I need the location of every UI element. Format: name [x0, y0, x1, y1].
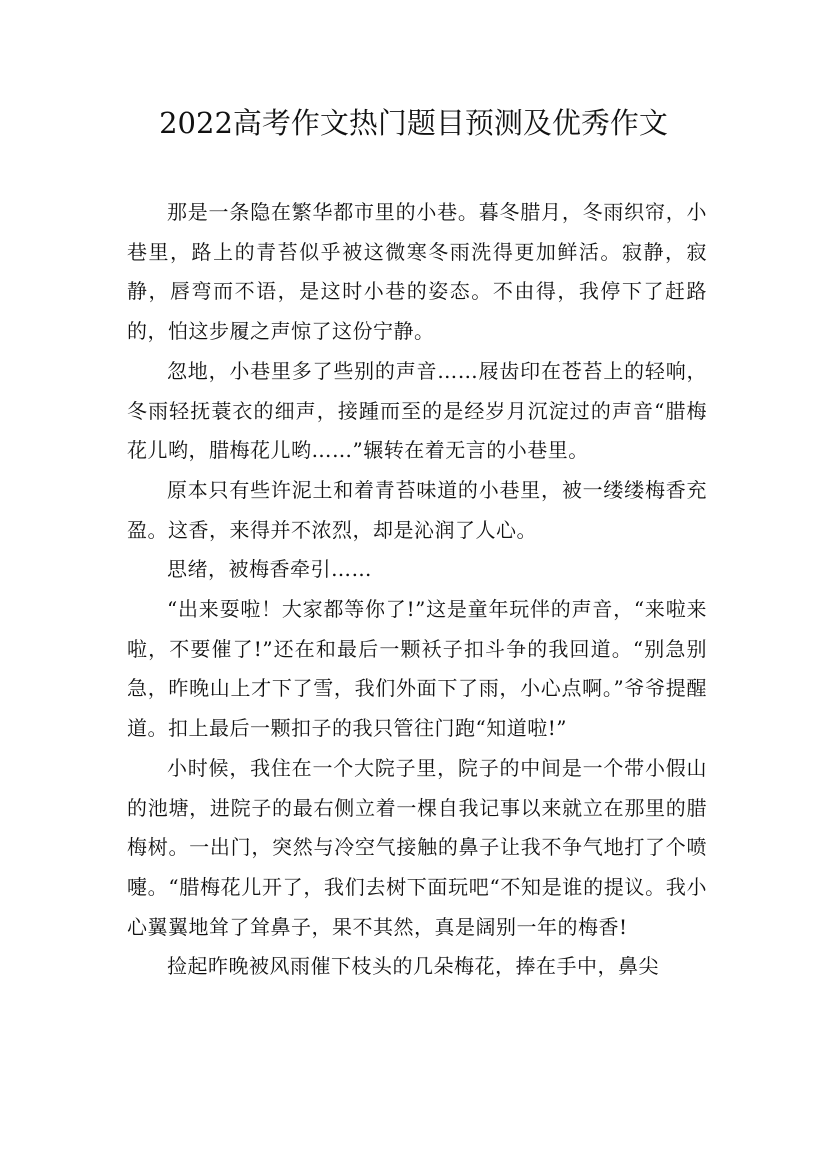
paragraph: 思绪，被梅香牵引…… — [167, 557, 372, 582]
document-title: 2022高考作文热门题目预测及优秀作文 — [159, 106, 668, 140]
paragraph: 那是一条隐在繁华都市里的小巷。暮冬腊月，冬雨织帘，小巷里，路上的青苔似乎被这微寒冬雨洗得更加鲜活。寂静，寂静，唇弯而不语，是这时小巷的姿态。不由得，我停下了赶路的，怕这步履之声惊了这份宁静。 — [127, 200, 707, 344]
paragraph: 原本只有些许泥土和着青苔味道的小巷里，被一缕缕梅香充盈。这香，来得并不浓烈，却是沁润了人心。 — [127, 477, 707, 542]
paragraph: 小时候，我住在一个大院子里，院子的中间是一个带小假山的池塘，进院子的最右侧立着一棵自我记事以来就立在那里的腊梅树。一出门，突然与冷空气接触的鼻子让我不争气地打了个喷嚏。“腊梅花儿开了，我们去树下面玩吧“不知是谁的提议。我小心翼翼地耸了耸鼻子，果不其然，真是阔别一年的梅香! — [127, 755, 707, 939]
paragraph: 忽地，小巷里多了些别的声音……屐齿印在苍苔上的轻响，冬雨轻抚蓑衣的细声，接踵而至的是经岁月沉淀过的声音“腊梅花儿哟，腊梅花儿哟……”辗转在着无言的小巷里。 — [127, 358, 707, 463]
paragraph: 捡起昨晚被风雨催下枝头的几朵梅花，捧在手中，鼻尖 — [167, 954, 659, 979]
paragraph: “出来耍啦！大家都等你了!”这是童年玩伴的声音，“来啦来啦，不要催了!”还在和最后一颗袄子扣斗争的我回道。“别急别急，昨晚山上才下了雪，我们外面下了雨，小心点啊。”爷爷提醒道。扣上最后一颗扣子的我只管往门跑“知道啦!” — [127, 597, 707, 741]
essay-body — [127, 193, 707, 987]
